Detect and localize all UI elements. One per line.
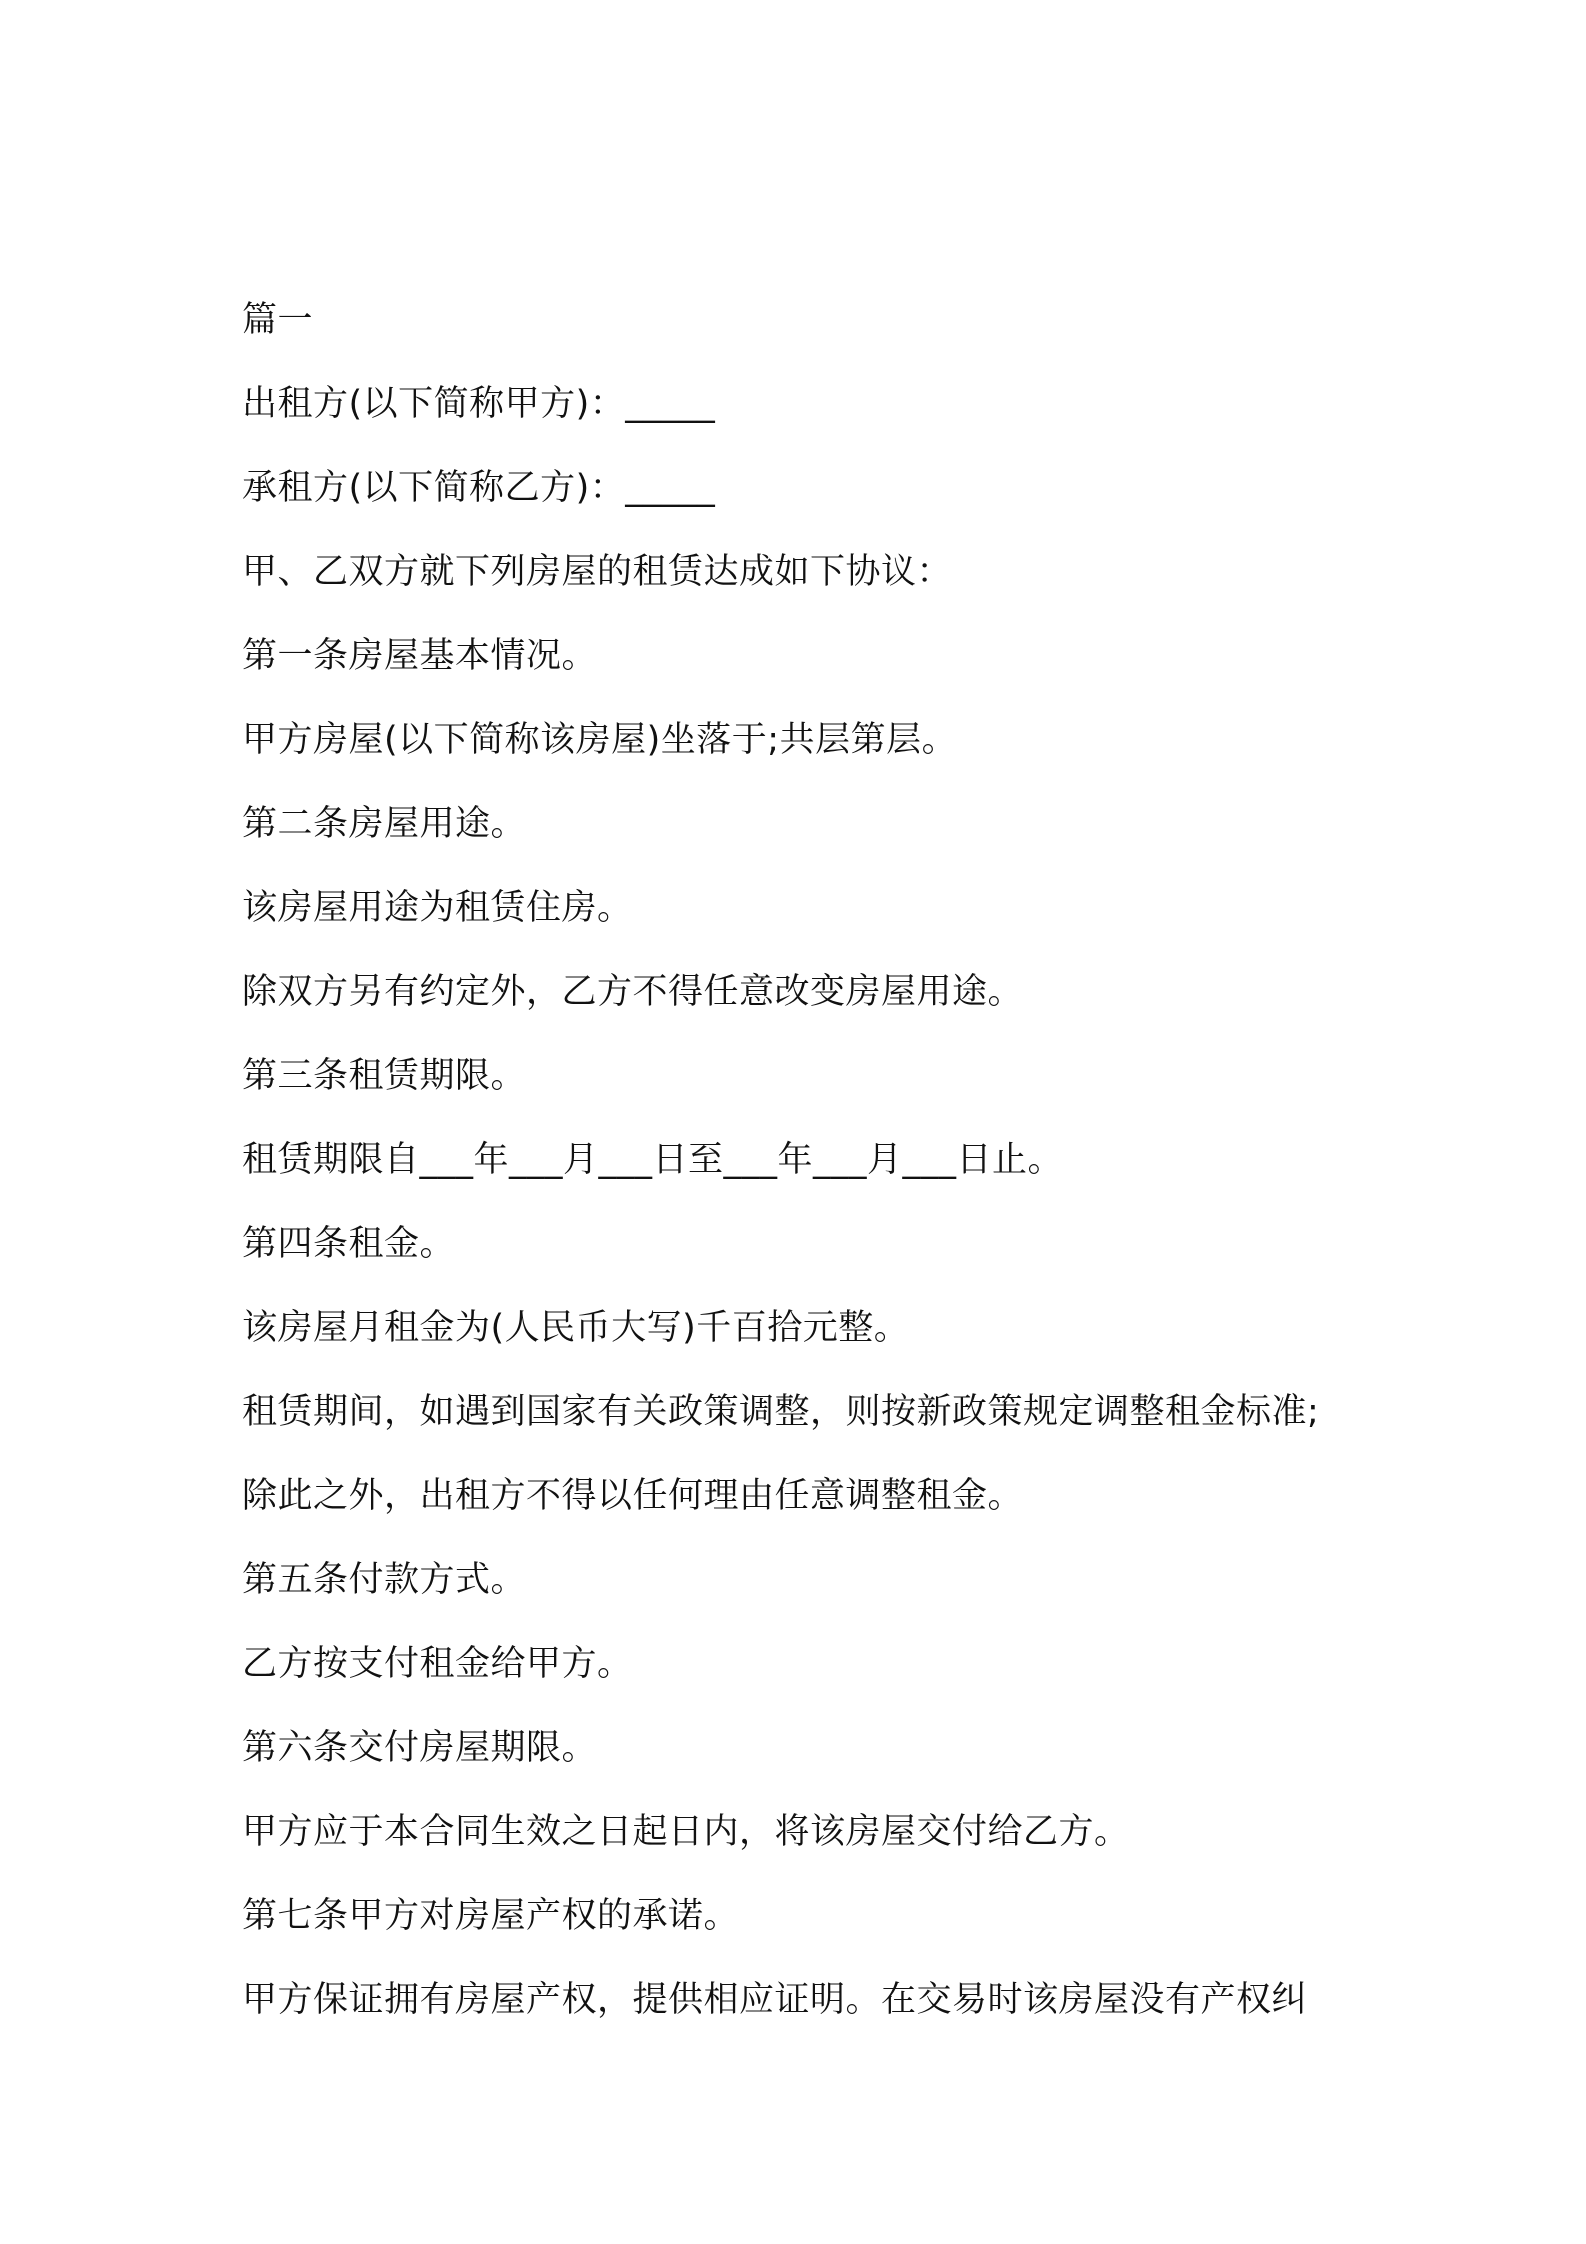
article-3-text: 租赁期限自___年___月___日至___年___月___日止。 [242, 1140, 1064, 1180]
article-7-text: 甲方保证拥有房屋产权，提供相应证明。在交易时该房屋没有产权纠 [242, 1980, 1308, 2020]
article-5-text: 乙方按支付租金给甲方。 [242, 1644, 633, 1684]
article-4-text-2: 租赁期间，如遇到国家有关政策调整，则按新政策规定调整租金标准; [242, 1392, 1320, 1432]
article-1-title: 第一条房屋基本情况。 [242, 636, 598, 676]
article-4-title: 第四条租金。 [242, 1224, 456, 1264]
article-2-text-1: 该房屋用途为租赁住房。 [242, 888, 633, 928]
article-5-title: 第五条付款方式。 [242, 1560, 527, 1600]
article-2-title: 第二条房屋用途。 [242, 804, 527, 844]
article-2-text-2: 除双方另有约定外，乙方不得任意改变房屋用途。 [242, 972, 1024, 1012]
lessor-line: 出租方(以下简称甲方)：_____ [242, 384, 716, 424]
lessee-line: 承租方(以下简称乙方)：_____ [242, 468, 716, 508]
article-3-title: 第三条租赁期限。 [242, 1056, 527, 1096]
document-body [242, 278, 1362, 2042]
article-6-title: 第六条交付房屋期限。 [242, 1728, 598, 1768]
article-1-text: 甲方房屋(以下简称该房屋)坐落于;共层第层。 [242, 720, 958, 760]
agreement-intro: 甲、乙双方就下列房屋的租赁达成如下协议： [242, 552, 953, 592]
section-heading: 篇一 [242, 300, 314, 340]
article-7-title: 第七条甲方对房屋产权的承诺。 [242, 1896, 740, 1936]
article-4-text-3: 除此之外，出租方不得以任何理由任意调整租金。 [242, 1476, 1024, 1516]
article-4-text-1: 该房屋月租金为(人民币大写)千百拾元整。 [242, 1308, 910, 1348]
article-6-text: 甲方应于本合同生效之日起日内，将该房屋交付给乙方。 [242, 1812, 1130, 1852]
